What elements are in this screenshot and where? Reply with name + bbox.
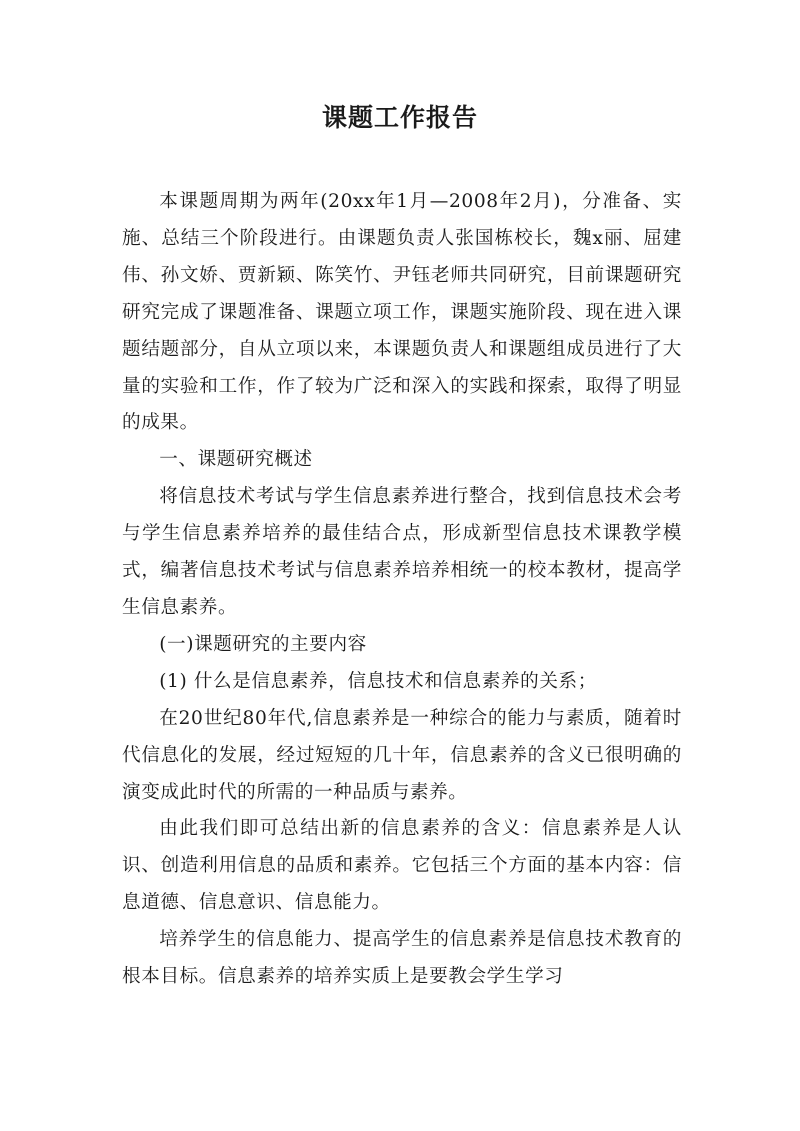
document-body: [122, 184, 682, 996]
paragraph-overview: 将信息技术考试与学生信息素养进行整合，找到信息技术会考与学生信息素养培养的最佳结合点，形成新型信息技术课教学模式，编著信息技术考试与信息素养培养相统一的校本教材，提高学生信息素养。: [122, 486, 682, 618]
document-title: 课题工作报告: [321, 103, 478, 132]
section-heading-overview: 一、课题研究概述: [159, 449, 313, 471]
paragraph-definition: 由此我们即可总结出新的信息素养的含义：信息素养是人认识、创造利用信息的品质和素养。它包括三个方面的基本内容：信息道德、信息意识、信息能力。: [122, 818, 682, 914]
list-item-question-1: (1) 什么是信息素养，信息技术和信息素养的关系；: [159, 670, 597, 692]
paragraph-intro: 本课题周期为两年(20xx年1月—2008年2月)，分准备、实施、总结三个阶段进行。由课题负责人张国栋校长，魏x丽、屈建伟、孙文娇、贾新颖、陈笑竹、尹钰老师共同研究，目前课题研究研究完成了课题准备、课题立项工作，课题实施阶段、现在进入课题结题部分，自从立项以来，本课题负责人和课题组成员进行了大量的实验和工作，作了较为广泛和深入的实践和探索，取得了明显的成果。: [122, 191, 682, 434]
paragraph-history: 在20世纪80年代,信息素养是一种综合的能力与素质，随着时代信息化的发展，经过短短的几十年，信息素养的含义已很明确的演变成此时代的所需的一种品质与素养。: [122, 707, 682, 803]
subsection-heading-main-content: (一)课题研究的主要内容: [159, 633, 367, 655]
paragraph-goal: 培养学生的信息能力、提高学生的信息素养是信息技术教育的根本目标。信息素养的培养实质上是要教会学生学习: [122, 929, 682, 988]
